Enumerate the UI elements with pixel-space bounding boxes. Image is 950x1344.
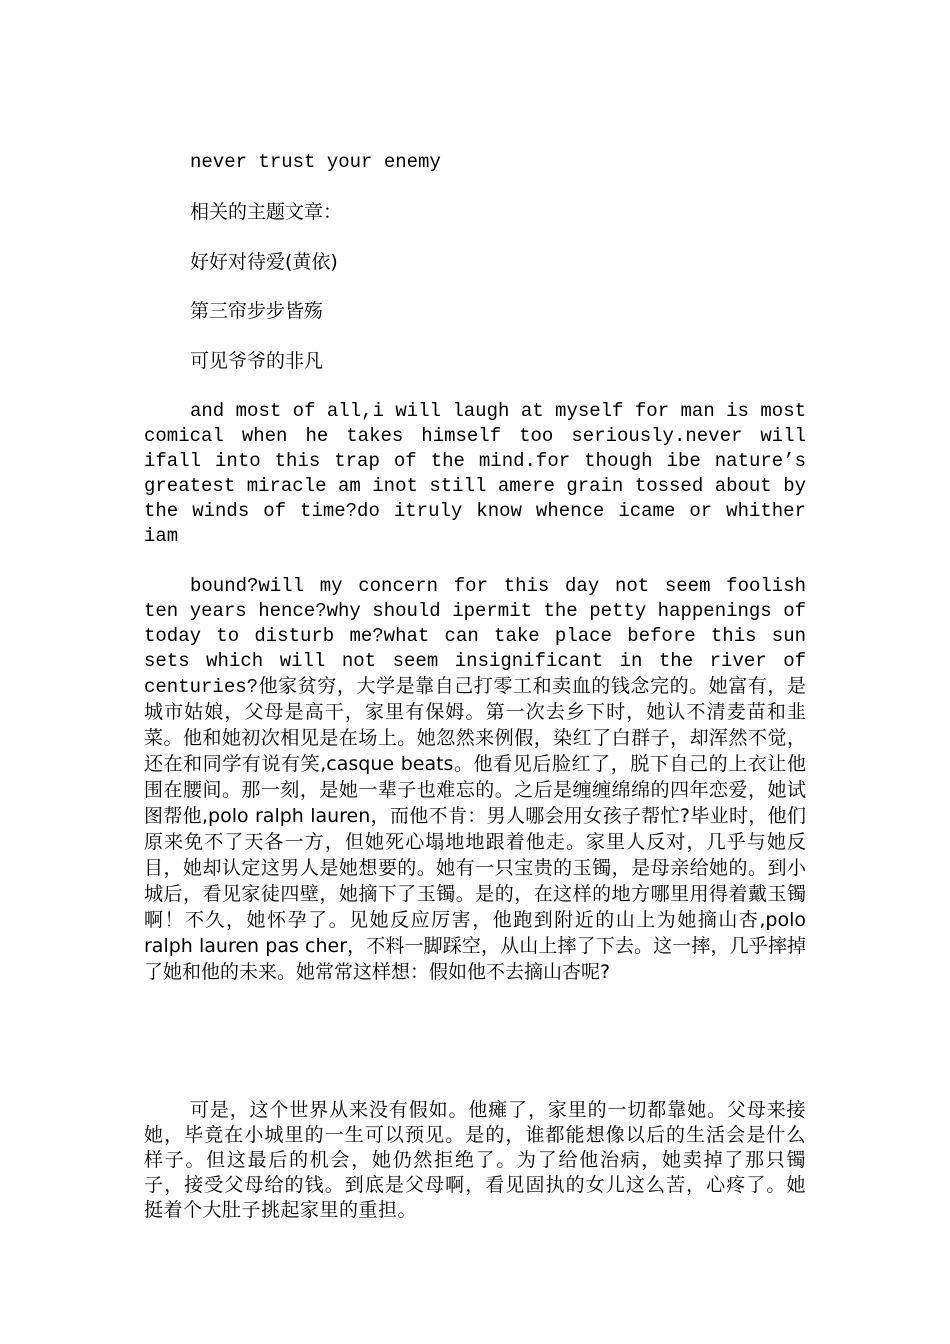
body-paragraph: 可是，这个世界从来没有假如。他瘫了，家里的一切都靠她。父母来接她，毕竟在小城里的一生可以预见。是的，谁都能想像以后的生活会是什么样子。但这最后的机会，她仍然拒绝了。为了给他治病，她卖掉了那只镯子，接受父母给的钱。到底是父母啊，看见固执的女儿这么苦，心疼了。她挺着个大肚子挑起家里的重担。: [144, 1099, 806, 1221]
body-paragraph: and most of all,i will laugh at myself for man is most comical when he takes himself too seriously.never will ifall into this trap of the mind.for though ibe nature’s greatest miracle am inot still amere grain tossed about by the winds of time?do itruly know whence icame or whither iam: [144, 400, 806, 547]
body-paragraph-chinese: 他家贫穷，大学是靠自己打零工和卖血的钱念完的。她富有，是城市姑娘，父母是高干，家里有保姆。第一次去乡下时，她认不清麦苗和韭菜。他和她初次相见是在场上。她忽然来例假，染红了白群子，却浑然不觉，还在和同学有说有笑,casque beats。他看见后脸红了，脱下自己的上衣让他围在腰间。那一刻，是她一辈子也难忘的。之后是缠缠绵绵的四年恋爱，她试图帮他,polo ralph lauren，而他不肯：男人哪会用女孩子帮忙?毕业时，他们原来免不了天各一方，但她死心塌地地跟着他走。家里人反对，几乎与她反目，她却认定这男人是她想要的。她有一只宝贵的玉镯，是母亲给她的。到小城后，看见家徒四壁，她摘下了玉镯。是的，在这样的地方哪里用得着戴玉镯啊！不久，她怀孕了。见她反应厉害，他跑到附近的山上为她摘山杏,polo ralph lauren pas cher，不料一脚踩空，从山上摔了下去。这一摔，几乎摔掉了她和他的未来。她常常这样想：假如他不去摘山杏呢?: [144, 675, 806, 983]
heading-line: never trust your enemy: [190, 151, 441, 173]
body-paragraph-english: bound?will my concern for this day not seem foolish ten years hence?why should ipermit the petty happenings of today to disturb me?what can take place before this sun sets which will not seem insignificant in the river of centuries?: [144, 575, 806, 698]
related-article-link[interactable]: 可见爷爷的非凡: [190, 350, 324, 372]
related-article-link[interactable]: 第三帘步步皆殇: [190, 300, 324, 322]
related-article-link[interactable]: 好好对待爱(黄依): [190, 251, 338, 273]
body-paragraph: [144, 574, 806, 1024]
related-articles-label: 相关的主题文章：: [190, 201, 343, 223]
